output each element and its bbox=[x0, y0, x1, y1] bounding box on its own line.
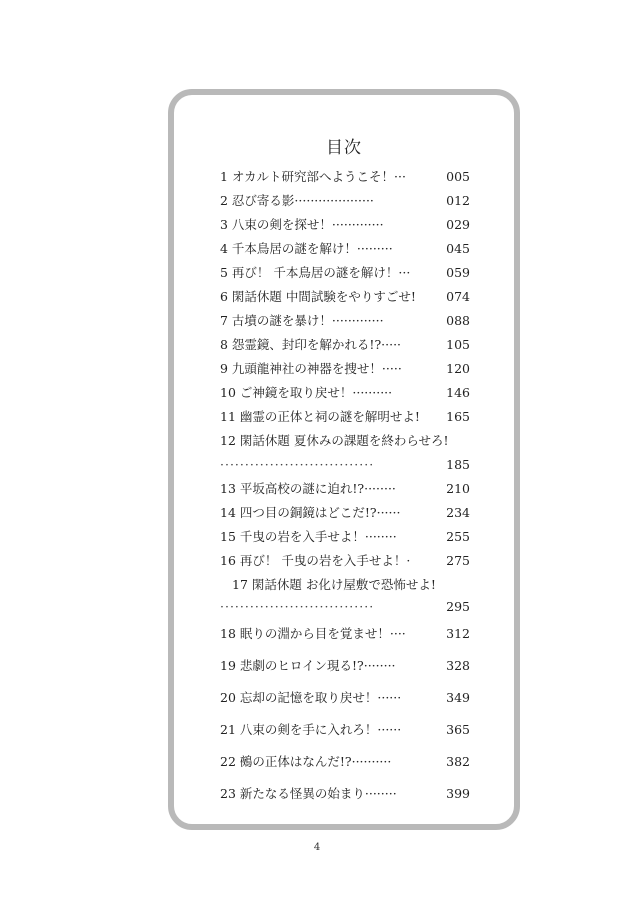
toc-entry-label: 12 閑話休題 夏休みの課題を終わらせろ! bbox=[220, 433, 449, 448]
toc-entry-page: 165 bbox=[446, 409, 470, 424]
toc-entry-page: 255 bbox=[446, 529, 470, 544]
toc-entry-continuation bbox=[220, 597, 470, 617]
toc-entry-label: 16 再び！ 千曳の岩を入手せよ！· bbox=[220, 553, 411, 568]
toc-entry bbox=[220, 215, 470, 235]
toc-entry-page: 005 bbox=[446, 169, 470, 184]
toc-entry bbox=[220, 575, 470, 595]
toc-entry bbox=[220, 311, 470, 331]
toc-entry bbox=[220, 359, 470, 379]
toc-entry-label: 13 平坂高校の謎に迫れ!?········ bbox=[220, 481, 396, 496]
page-number: 4 bbox=[313, 842, 321, 853]
toc-entry bbox=[220, 167, 470, 187]
toc-entry-label: 11 幽霊の正体と祠の謎を解明せよ! bbox=[220, 409, 420, 424]
toc-entry-page: 275 bbox=[446, 553, 470, 568]
toc-entry-label: 14 四つ目の銅鏡はどこだ!?······ bbox=[220, 505, 401, 520]
toc-entry bbox=[220, 752, 470, 772]
toc-entry-page: 146 bbox=[446, 385, 470, 400]
toc-entry-page: 045 bbox=[446, 241, 470, 256]
toc-entry-label: 6 閑話休題 中間試験をやりすごせ! bbox=[220, 289, 416, 304]
toc-entry-page: 328 bbox=[446, 658, 470, 673]
toc-entry bbox=[220, 784, 470, 804]
toc-entry-label: 23 新たなる怪異の始まり········ bbox=[220, 786, 397, 801]
toc-entry-page: 012 bbox=[446, 193, 470, 208]
toc-entry bbox=[220, 263, 470, 283]
toc-entry-label: 8 怨霊鏡、封印を解かれる!?····· bbox=[220, 337, 402, 352]
toc-entry-label: 20 忘却の記憶を取り戻せ！······ bbox=[220, 690, 402, 705]
toc-entry-page: 059 bbox=[446, 265, 470, 280]
toc-entry-label: 21 八束の剣を手に入れろ！······ bbox=[220, 722, 402, 737]
toc-entry bbox=[220, 479, 470, 499]
toc-entry bbox=[220, 624, 470, 644]
toc-entry-label: 17 閑話休題 お化け屋敷で恐怖せよ! bbox=[232, 577, 436, 592]
toc-entry-label: 4 千本鳥居の謎を解け！········· bbox=[220, 241, 393, 256]
toc-entry bbox=[220, 335, 470, 355]
toc-entry-label: 5 再び！ 千本鳥居の謎を解け！··· bbox=[220, 265, 411, 280]
toc-entry-label: 22 鵺の正体はなんだ!?·········· bbox=[220, 754, 392, 769]
toc-entry-page: 185 bbox=[446, 457, 470, 472]
toc-entry-page: 234 bbox=[446, 505, 470, 520]
toc-entry-label: 2 忍び寄る影···················· bbox=[220, 193, 374, 208]
toc-frame bbox=[168, 89, 520, 830]
toc-entry-label: 18 眠りの淵から目を覚ませ！···· bbox=[220, 626, 406, 641]
toc-entry bbox=[220, 383, 470, 403]
toc-entry bbox=[220, 656, 470, 676]
toc-entry-label: 19 悲劇のヒロイン現る!?········ bbox=[220, 658, 396, 673]
toc-entry bbox=[220, 191, 470, 211]
toc-entry-label: 9 九頭龍神社の神器を捜せ！····· bbox=[220, 361, 402, 376]
toc-entry-label: 15 千曳の岩を入手せよ！········ bbox=[220, 529, 397, 544]
toc-entry-label: 3 八束の剣を探せ！············· bbox=[220, 217, 384, 232]
toc-entry bbox=[220, 239, 470, 259]
toc-entry-page: 074 bbox=[446, 289, 470, 304]
toc-entry-page: 210 bbox=[446, 481, 470, 496]
toc-entry bbox=[220, 720, 470, 740]
toc-entry-continuation bbox=[220, 455, 470, 475]
toc-entry-page: 382 bbox=[446, 754, 470, 769]
toc-entry bbox=[220, 431, 470, 451]
toc-entry-page: 088 bbox=[446, 313, 470, 328]
toc-entry-page: 029 bbox=[446, 217, 470, 232]
toc-entry-label: 7 古墳の謎を暴け！············· bbox=[220, 313, 384, 328]
toc-entry-page: 105 bbox=[446, 337, 470, 352]
toc-entry bbox=[220, 688, 470, 708]
toc-entry-leader: ······························· bbox=[220, 599, 375, 614]
toc-entry-label: 10 ご神鏡を取り戻せ！·········· bbox=[220, 385, 393, 400]
toc-entry bbox=[220, 527, 470, 547]
toc-title: 目次 bbox=[326, 138, 362, 158]
toc-entry-page: 349 bbox=[446, 690, 470, 705]
toc-entry-page: 120 bbox=[446, 361, 470, 376]
toc-entry bbox=[220, 503, 470, 523]
toc-entry bbox=[220, 551, 470, 571]
toc-entry-label: 1 オカルト研究部へようこそ！··· bbox=[220, 169, 406, 184]
toc-entry-page: 399 bbox=[446, 786, 470, 801]
toc-entry-page: 365 bbox=[446, 722, 470, 737]
toc-entry-page: 312 bbox=[446, 626, 470, 641]
toc-entry-leader: ······························· bbox=[220, 457, 375, 472]
toc-entry-page: 295 bbox=[446, 599, 470, 614]
toc-entry bbox=[220, 407, 470, 427]
toc-entry bbox=[220, 287, 470, 307]
